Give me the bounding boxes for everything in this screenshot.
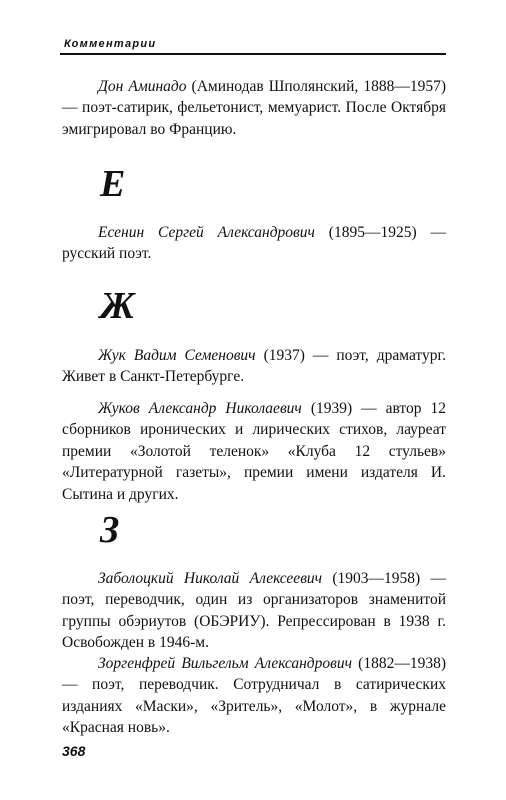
entry-name: Зоргенфрей Вильгельм Александрович [98, 655, 353, 672]
entry-name: Жук Вадим Семенович [98, 347, 256, 364]
section-letter-zh: Ж [100, 285, 135, 327]
entry-text: (1937) — поэт, драматург. Живет в Санкт-Петербурге. [62, 347, 446, 386]
section-letter-z: З [100, 509, 120, 551]
header-rule [60, 53, 446, 55]
running-head: Комментарии [64, 38, 157, 50]
entry-name: Жуков Александр Николаевич [98, 400, 302, 417]
entry-text: (1895—1925) — русский поэт. [62, 224, 447, 263]
page-number: 368 [62, 743, 86, 759]
entry-text: (1939) — автор 12 сборников иронических и лирических стихов, лауреат премии «Золотой теленок» «Клуба 12 стульев» «Литературной газеты», премии имени издателя И. Сытина и других. [62, 400, 446, 503]
entry-esenin [62, 222, 446, 265]
section-letter-e: Е [100, 163, 126, 205]
entry-text: (Аминодав Шполянский, 1888—1957) — поэт-сатирик, фельетонист, мемуарист. После Октября эмигрировал во Францию. [62, 78, 446, 138]
entry-name: Дон Аминадо [98, 78, 187, 95]
entry-don-aminado [62, 76, 446, 140]
entry-name: Есенин Сергей Александрович [98, 224, 315, 241]
entry-zhukov [62, 398, 446, 505]
entry-text: (1882—1938) — поэт, переводчик. Сотрудничал в сатирических изданиях «Маски», «Зритель», «Молот», в журнале «Красная новь». [62, 655, 447, 737]
entry-zhuk [62, 345, 446, 388]
entry-zorgenfrei [62, 653, 446, 739]
entry-name: Заболоцкий Николай Алексеевич [98, 570, 323, 587]
entry-text: (1903—1958) — поэт, переводчик, один из организаторов знаменитой группы обэриутов (ОБЭРИУ). Репрессирован в 1938 г. Освобожден в 1946-м. [62, 570, 446, 652]
entry-zabolotsky [62, 568, 446, 654]
